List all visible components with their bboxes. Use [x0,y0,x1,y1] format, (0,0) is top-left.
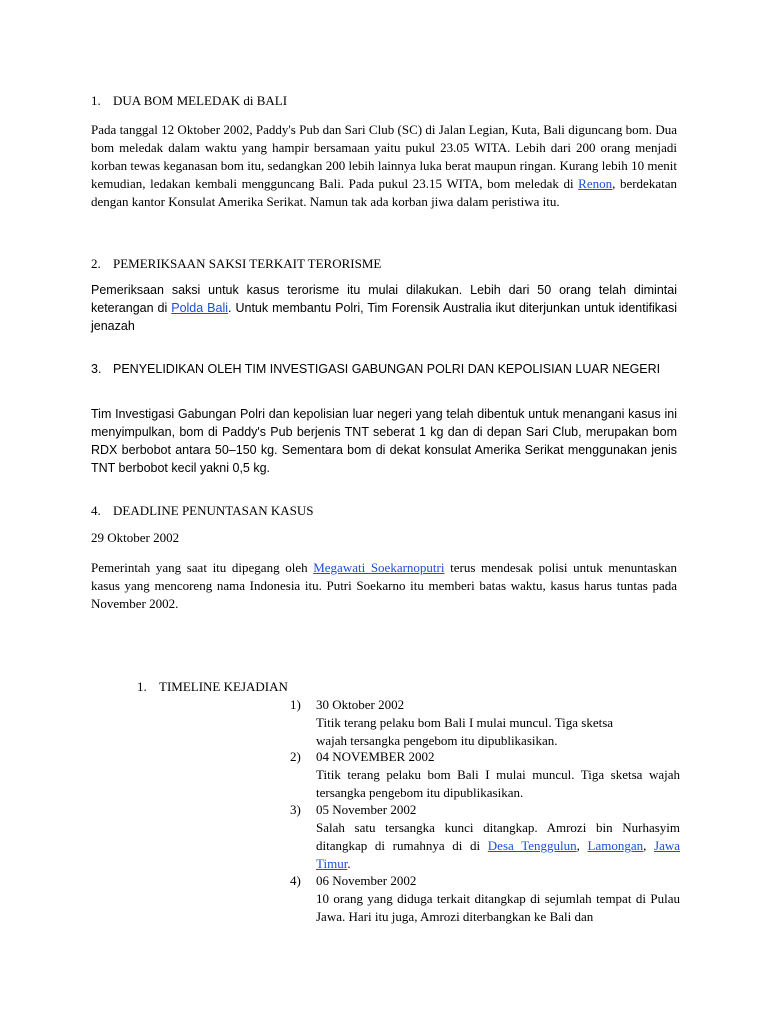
section-3-title: PENYELIDIKAN OLEH TIM INVESTIGASI GABUNGAN POLRI DAN KEPOLISIAN LUAR NEGERI [113,362,661,376]
section-1-number: 1. [91,93,101,108]
timeline-date: 05 November 2002 [316,802,417,817]
renon-link[interactable]: Renon [578,176,613,191]
timeline-item: 2) 04 NOVEMBER 2002 Titik terang pelaku bom Bali I mulai muncul. Tiga sketsa wajah tersangka pengebom itu dipublikasikan. [290,749,680,800]
section-4-date: 29 Oktober 2002 [91,530,180,545]
section-1-heading [91,92,681,110]
timeline-title: TIMELINE KEJADIAN [159,679,288,694]
section-3-paragraph: Tim Investigasi Gabungan Polri dan kepolisian luar negeri yang telah dibentuk untuk menangani kasus ini menyimpulkan, bom di Paddy's Pub berjenis TNT seberat 1 kg dan di depan Sari Club, merupakan bom RDX berbobot antara 50–150 kg. Sementara bom di dekat konsulat Amerika Serikat menggunakan jenis TNT berbobot kecil yakni 0,5 kg. [91,407,677,475]
timeline-item: 3) 05 November 2002 Salah satu tersangka kunci ditangkap. Amrozi bin Nurhasyim ditangkap di rumahnya di di Desa Tenggulun, Lamongan, Jawa Timur. [290,802,681,871]
section-2-number: 2. [91,256,101,271]
timeline-text: Titik terang pelaku bom Bali I mulai muncul. Tiga sketsa wajah tersangka pengebom itu dipublikasikan. [316,767,680,800]
polda-bali-link[interactable]: Polda Bali [171,301,229,315]
megawati-link[interactable]: Megawati Soekarnoputri [313,560,445,575]
timeline-number: 1. [137,679,147,694]
timeline-date: 30 Oktober 2002 [316,697,405,712]
section-4-title: DEADLINE PENUNTASAN KASUS [113,503,314,518]
section-2-paragraph: Pemeriksaan saksi untuk kasus terorisme itu mulai dilakukan. Lebih dari 50 orang telah dimintai keterangan di Polda Bali. Untuk membantu Polri, Tim Forensik Australia ikut diterjunkan untuk identifikasi jenazah [91,283,677,333]
jawa-timur-link[interactable]: Jawa Timur [316,838,681,871]
timeline-heading [137,678,288,696]
section-4-number: 4. [91,503,101,518]
section-2-title: PEMERIKSAAN SAKSI TERKAIT TERORISME [113,256,382,271]
timeline-date: 06 November 2002 [316,873,417,888]
timeline-text: Salah satu tersangka kunci ditangkap. Amrozi bin Nurhasyim ditangkap di rumahnya di di Desa Tenggulun, Lamongan, Jawa Timur. [316,820,681,871]
timeline-item: 1) 30 Oktober 2002 Titik terang pelaku bom Bali I mulai muncul. Tiga sketsa wajah tersangka pengebom itu dipublikasikan. [290,696,680,750]
section-3-number: 3. [91,362,102,376]
desa-tenggulun-link[interactable]: Desa Tenggulun [487,838,577,853]
section-3-heading [91,360,677,378]
section-4-paragraph: Pemerintah yang saat itu dipegang oleh Megawati Soekarnoputri terus mendesak polisi untuk menuntaskan kasus yang mencoreng nama Indonesia itu. Putri Soekarno itu memberi batas waktu, kasus harus tuntas pada November 2002. [91,560,677,611]
timeline-date: 04 NOVEMBER 2002 [316,749,435,764]
section-1-paragraph: Pada tanggal 12 Oktober 2002, Paddy's Pub dan Sari Club (SC) di Jalan Legian, Kuta, Bali diguncang bom. Dua bom meledak dalam waktu yang hampir bersamaan yaitu pukul 23.05 WITA. Lebih dari 200 orang menjadi korban tewas keganasan bom itu, sedangkan 200 lebih lainnya luka berat maupun ringan. Kurang lebih 10 menit kemudian, ledakan kembali mengguncang Bali. Pada pukul 23.15 WITA, bom meledak di Renon, berdekatan dengan kantor Konsulat Amerika Serikat. Namun tak ada korban jiwa dalam peristiwa itu. [91,122,677,209]
timeline-text: 10 orang yang diduga terkait ditangkap di sejumlah tempat di Pulau Jawa. Hari itu juga, Amrozi diterbangkan ke Bali dan [316,891,680,924]
timeline-text: Titik terang pelaku bom Bali I mulai muncul. Tiga sketsa wajah tersangka pengebom itu dipublikasikan. [316,715,614,748]
section-4-heading [91,502,681,520]
lamongan-link[interactable]: Lamongan [587,838,644,853]
timeline-item: 4) 06 November 2002 10 orang yang diduga terkait ditangkap di sejumlah tempat di Pulau Jawa. Hari itu juga, Amrozi diterbangkan ke Bali dan [290,873,680,924]
section-1-title: DUA BOM MELEDAK di BALI [113,93,288,108]
section-2-heading [91,255,681,273]
